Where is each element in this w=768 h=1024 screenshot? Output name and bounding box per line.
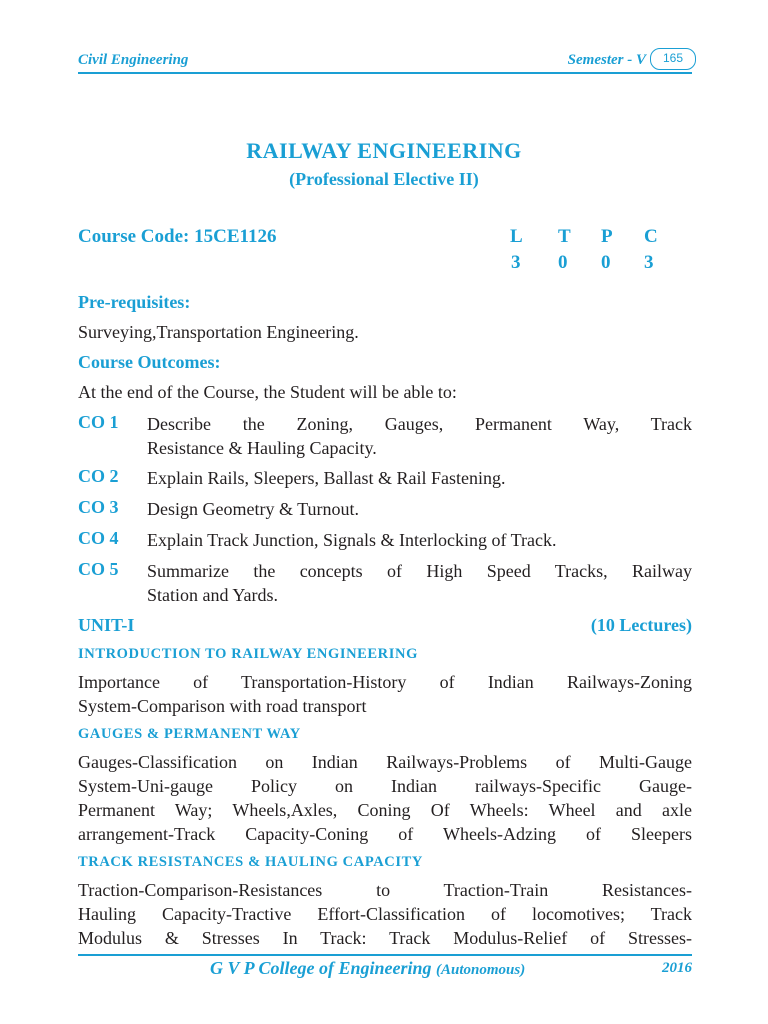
header-rule (78, 72, 692, 74)
section-line: Importance of Transportation-History of Indian Railways-Zoning (78, 672, 692, 692)
ltpc-value-p: 0 (601, 252, 611, 273)
section-heading: TRACK RESISTANCES & HAULING CAPACITY (78, 854, 423, 870)
running-header (78, 48, 692, 74)
unit-label: UNIT-I (78, 615, 135, 635)
prerequisites-text: Surveying,Transportation Engineering. (78, 322, 359, 342)
course-outcomes-heading: Course Outcomes: (78, 352, 221, 372)
section-line: System-Uni-gauge Policy on Indian railways-Specific Gauge- (78, 776, 692, 796)
co-label: CO 5 (78, 559, 119, 579)
co-line: Resistance & Hauling Capacity. (147, 438, 377, 458)
ltpc-header-c: C (644, 226, 658, 247)
co-text: Explain Rails, Sleepers, Ballast & Rail Fastening. (147, 468, 506, 488)
footer-rule (78, 954, 692, 956)
ltpc-value-t: 0 (558, 252, 568, 273)
co-text (147, 559, 692, 607)
ltpc-value-c: 3 (644, 252, 654, 273)
ltpc-header-t: T (558, 226, 571, 247)
co-label: CO 4 (78, 528, 119, 548)
header-semester: Semester - V (567, 52, 646, 68)
section-body (78, 878, 692, 950)
co-label: CO 1 (78, 412, 119, 432)
ltpc-header-l: L (510, 226, 523, 247)
page-number-badge: 165 (650, 48, 696, 70)
section-line: Permanent Way; Wheels,Axles, Coning Of Wheels: Wheel and axle (78, 800, 692, 820)
section-heading: GAUGES & PERMANENT WAY (78, 726, 301, 742)
course-title: RAILWAY ENGINEERING (246, 138, 522, 163)
course-outcomes-intro: At the end of the Course, the Student will be able to: (78, 382, 457, 402)
co-line: Summarize the concepts of High Speed Tracks, Railway (147, 561, 692, 581)
prerequisites-heading: Pre-requisites: (78, 292, 191, 312)
co-label: CO 2 (78, 466, 119, 486)
section-line: System-Comparison with road transport (78, 696, 367, 716)
footer-college (210, 958, 525, 979)
footer-year: 2016 (662, 960, 692, 976)
co-text: Design Geometry & Turnout. (147, 499, 360, 519)
section-body (78, 750, 692, 846)
section-line: arrangement-Track Capacity-Coning of Wheels-Adzing of Sleepers (78, 824, 692, 844)
course-subtitle: (Professional Elective II) (289, 169, 479, 189)
section-heading: INTRODUCTION TO RAILWAY ENGINEERING (78, 646, 418, 662)
unit-lectures: (10 Lectures) (590, 615, 692, 635)
co-text: Explain Track Junction, Signals & Interlocking of Track. (147, 530, 557, 550)
co-label: CO 3 (78, 497, 119, 517)
header-department: Civil Engineering (78, 52, 189, 68)
section-line: Traction-Comparison-Resistances to Traction-Train Resistances- (78, 880, 692, 900)
section-line: Gauges-Classification on Indian Railways-Problems of Multi-Gauge (78, 752, 692, 772)
ltpc-header-p: P (601, 226, 613, 247)
ltpc-value-l: 3 (511, 252, 521, 273)
co-line: Station and Yards. (147, 585, 279, 605)
section-line: Modulus & Stresses In Track: Track Modulus-Relief of Stresses- (78, 928, 692, 948)
course-code: Course Code: 15CE1126 (78, 226, 277, 247)
co-text (147, 412, 692, 460)
co-line: Describe the Zoning, Gauges, Permanent Way, Track (147, 414, 692, 434)
section-body (78, 670, 692, 718)
footer-autonomous: (Autonomous) (436, 962, 526, 978)
running-footer (78, 958, 692, 982)
section-line: Hauling Capacity-Tractive Effort-Classification of locomotives; Track (78, 904, 692, 924)
footer-college-name: G V P College of Engineering (210, 958, 432, 978)
